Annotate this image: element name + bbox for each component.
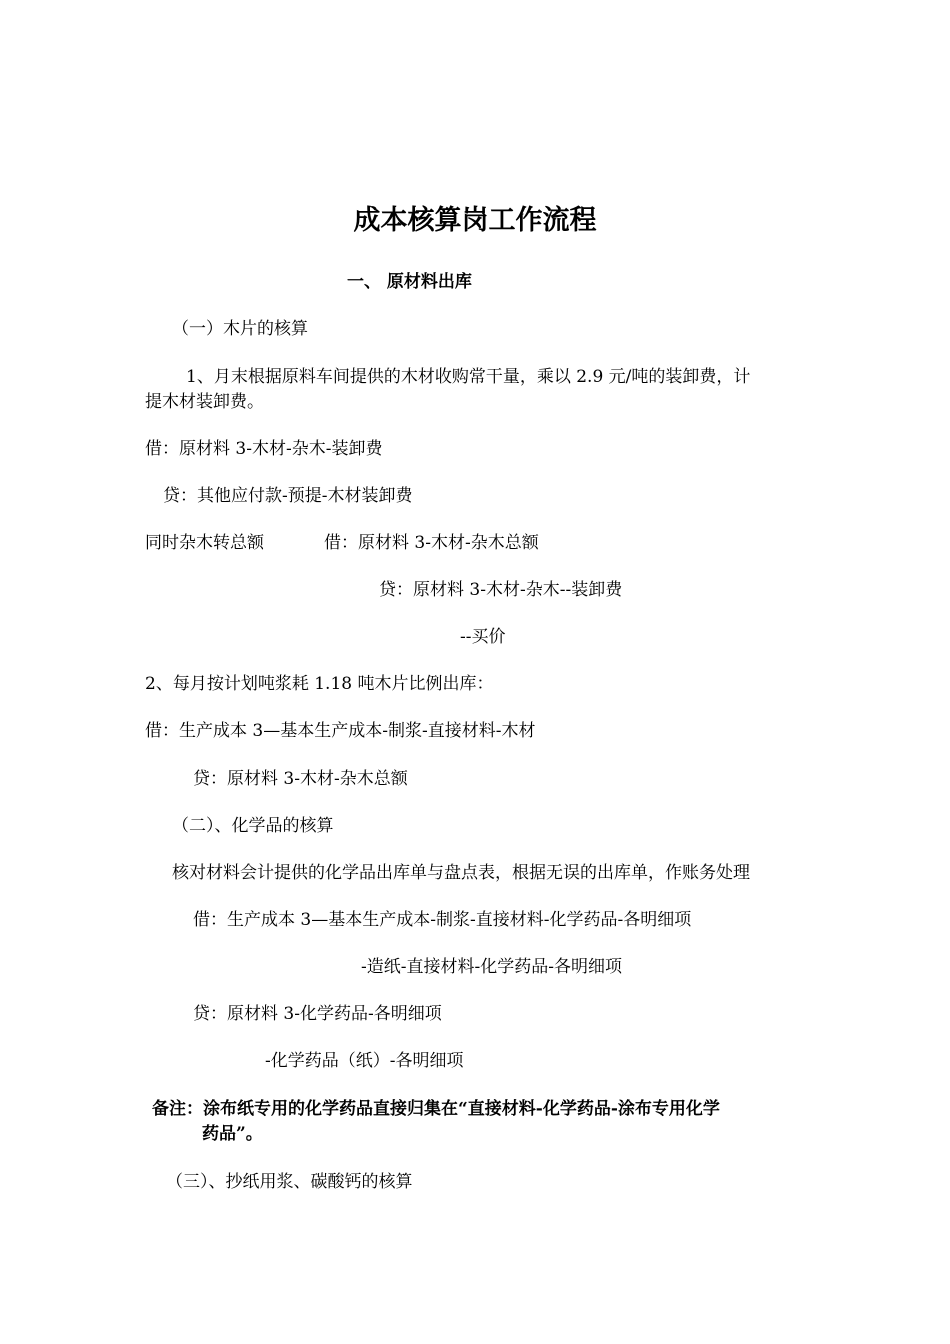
entry-4-credit-line-2: -化学药品（纸）-各明细项 bbox=[265, 1051, 464, 1071]
paragraph-3: 核对材料会计提供的化学品出库单与盘点表，根据无误的出库单，作账务处理 bbox=[172, 863, 750, 883]
entry-3-credit: 贷：原材料 3-木材-杂木总额 bbox=[193, 769, 408, 789]
note-line-1: 备注：涂布纸专用的化学药品直接归集在“直接材料-化学药品-涂布专用化学 bbox=[152, 1099, 720, 1119]
document-title: 成本核算岗工作流程 bbox=[353, 205, 597, 236]
subsection-paper-pulp-calcium: （三）、抄纸用浆、碳酸钙的核算 bbox=[166, 1172, 413, 1192]
subsection-wood-chips: （一）木片的核算 bbox=[172, 319, 308, 339]
paragraph-1-line-1: 1、月末根据原料车间提供的木材收购常干量，乘以 2.9 元/吨的装卸费，计 bbox=[186, 367, 751, 387]
entry-2-lead: 同时杂木转总额 bbox=[145, 533, 264, 553]
note-line-2: 药品”。 bbox=[202, 1124, 263, 1144]
entry-4-debit-line-2: -造纸-直接材料-化学药品-各明细项 bbox=[361, 957, 622, 977]
entry-1-debit: 借：原材料 3-木材-杂木-装卸费 bbox=[145, 439, 383, 459]
entry-2-credit-line-2: --买价 bbox=[460, 627, 506, 647]
entry-1-credit: 贷：其他应付款-预提-木材装卸费 bbox=[163, 486, 413, 506]
subsection-chemicals: （二）、化学品的核算 bbox=[172, 816, 334, 836]
entry-3-debit: 借：生产成本 3—基本生产成本-制浆-直接材料-木材 bbox=[145, 721, 536, 741]
section-heading-raw-materials: 一、 原材料出库 bbox=[347, 272, 472, 292]
entry-2-debit: 借：原材料 3-木材-杂木总额 bbox=[324, 533, 539, 553]
entry-4-debit: 借：生产成本 3—基本生产成本-制浆-直接材料-化学药品-各明细项 bbox=[193, 910, 692, 930]
paragraph-1-line-2: 提木材装卸费。 bbox=[145, 392, 264, 412]
entry-2-credit: 贷：原材料 3-木材-杂木--装卸费 bbox=[379, 580, 623, 600]
entry-4-credit: 贷：原材料 3-化学药品-各明细项 bbox=[193, 1004, 442, 1024]
paragraph-2: 2、每月按计划吨浆耗 1.18 吨木片比例出库： bbox=[145, 674, 494, 694]
